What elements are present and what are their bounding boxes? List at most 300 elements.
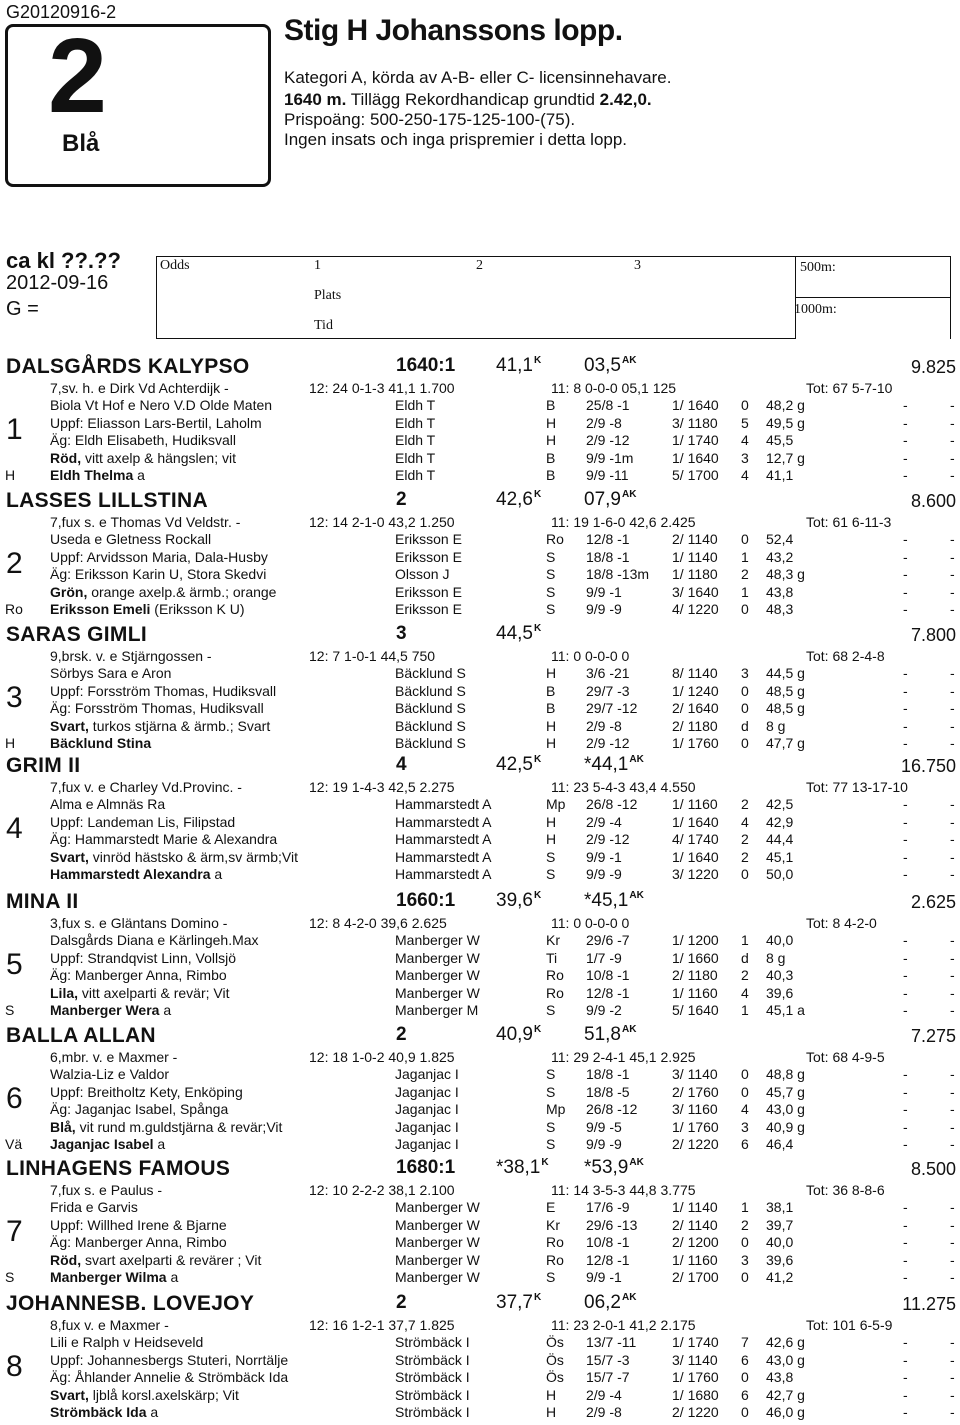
entry-text: Frida e Garvis <box>50 1199 138 1216</box>
placing: 6 <box>741 1136 749 1152</box>
record-ak-suffix: AK <box>621 1292 637 1303</box>
track: B <box>546 467 556 483</box>
track: Ös <box>546 1369 564 1386</box>
km-time: 45,5 <box>766 432 794 449</box>
earnings: 7.800 <box>910 625 956 645</box>
entry-line <box>50 549 268 565</box>
race-title: Stig H Johanssons lopp. <box>284 14 623 47</box>
km-time: 44,4 <box>766 831 794 848</box>
distance: 2/ 1200 <box>672 1234 719 1251</box>
entry-text: Äg: Eldh Elisabeth, Hudiksvall <box>50 432 236 449</box>
shoe-code: H <box>5 467 16 483</box>
odds-a: - <box>903 1199 908 1216</box>
stats-2012: 12: 8 4-2-0 39,6 2.625 <box>309 915 447 931</box>
shoe-code: H <box>5 735 16 751</box>
track: H <box>546 735 557 751</box>
track: Ro <box>546 1251 564 1268</box>
km-time: 12,7 g <box>766 449 805 466</box>
tid-label: Tid <box>314 318 333 333</box>
driver: Eldh T <box>395 467 436 483</box>
race-date-nr: 13/7 -11 <box>586 1334 637 1351</box>
race-date-nr: 3/6 -21 <box>586 665 630 682</box>
entry-line <box>50 432 236 448</box>
distance: 2/ 1760 <box>672 1083 719 1100</box>
track: S <box>546 848 556 865</box>
race-date-nr: 18/8 -1 <box>586 1066 630 1083</box>
driver: Eriksson E <box>395 601 462 617</box>
track: S <box>546 1118 556 1135</box>
odds-a: - <box>903 1334 908 1351</box>
entry-text: (Eriksson K U) <box>150 601 245 617</box>
entry-line <box>50 849 298 865</box>
odds-b: - <box>950 831 955 848</box>
entry-line <box>50 1352 288 1368</box>
distance: 2/ 1700 <box>672 1269 719 1285</box>
track: Ro <box>546 984 564 1001</box>
entry-emphasis: Bäcklund Stina <box>50 735 152 751</box>
record-k: $*38,1^K$ <box>496 1157 549 1178</box>
race-date-nr: 10/8 -1 <box>586 967 630 984</box>
entry-text: Äg: Manberger Anna, Rimbo <box>50 1234 227 1251</box>
km-time: 43,0 g <box>766 1101 805 1118</box>
driver: Bäcklund S <box>395 717 466 734</box>
odds-b: - <box>950 866 955 882</box>
stats-2011: 11: 14 3-5-3 44,8 3.775 <box>551 1182 696 1198</box>
driver: Eldh T <box>395 449 436 466</box>
stats-total: Tot: 36 8-8-6 <box>806 1182 885 1198</box>
stats-total: Tot: 61 6-11-3 <box>806 514 892 530</box>
distance: 1/ 1640 <box>672 813 719 830</box>
km-time: 48,3 <box>766 601 794 617</box>
start-number: 3 <box>6 681 23 715</box>
entry-text: turkos stjärna & ärmb.; Svart <box>88 717 271 734</box>
km-time: 48,5 g <box>766 700 805 717</box>
odds-a: - <box>903 583 908 600</box>
entry-text: Sörbys Sara e Aron <box>50 665 172 682</box>
race-date-nr: 9/9 -1 <box>586 1269 622 1285</box>
placing: 0 <box>741 1083 749 1100</box>
record-ak: $*45,1^{AK}$ <box>584 890 644 911</box>
odds-b: - <box>950 813 955 830</box>
start-method: 1660:1 <box>396 890 456 911</box>
entry-text: Äg: Åhlander Annelie & Strömbäck Ida <box>50 1369 289 1386</box>
track: B <box>546 700 556 717</box>
driver: Hammarstedt A <box>395 813 492 830</box>
entry-emphasis: Jaganjac Isabel <box>50 1136 154 1152</box>
km-time: 42,5 <box>766 796 794 813</box>
place-3-label: 3 <box>634 258 641 273</box>
record-ak: $03,5^{AK}$ <box>584 355 637 376</box>
km-time: 44,5 g <box>766 665 805 682</box>
driver: Jaganjac I <box>395 1101 459 1118</box>
entry-text: a <box>133 467 145 483</box>
track: S <box>546 866 556 882</box>
record-k-suffix: K <box>533 754 542 765</box>
entry-text: Uppf: Johannesbergs Stuteri, Norrtälje <box>50 1351 289 1368</box>
odds-b: - <box>950 1404 955 1420</box>
km-time: 41,2 <box>766 1269 794 1285</box>
race-date-nr: 18/8 -5 <box>586 1083 630 1100</box>
placing: 4 <box>741 1101 749 1118</box>
odds-b: - <box>950 1002 955 1018</box>
stats-2011: 11: 23 5-4-3 43,4 4.550 <box>551 779 696 795</box>
placing: 1 <box>741 1199 749 1216</box>
odds-b: - <box>950 796 955 813</box>
earnings: 11.275 <box>902 1294 956 1314</box>
entry-text: a <box>153 1136 166 1152</box>
distance: 1/ 1160 <box>672 796 718 813</box>
race-date-nr: 9/9 -11 <box>586 467 629 483</box>
record-k: $42,6^K$ <box>496 489 542 510</box>
odds-a: - <box>903 717 908 734</box>
km-time: 46,4 <box>766 1136 794 1152</box>
stats-total: Tot: 101 6-5-9 <box>806 1317 893 1333</box>
stats-2012: 12: 18 1-0-2 40,9 1.825 <box>309 1049 455 1065</box>
placing: 0 <box>741 1369 749 1386</box>
distance: 2/ 1140 <box>672 531 718 548</box>
entry-line <box>50 950 236 966</box>
odds-b: - <box>950 700 955 717</box>
odds-b: - <box>950 1386 955 1403</box>
stats-2011: 11: 19 1-6-0 42,6 2.425 <box>551 514 696 530</box>
entry-line <box>50 683 276 699</box>
start-number: 7 <box>6 1215 23 1249</box>
distance: 1/ 1740 <box>672 1334 719 1351</box>
driver: Eldh T <box>395 397 436 414</box>
track: H <box>546 1404 557 1420</box>
driver: Eriksson E <box>395 583 462 600</box>
placing: 3 <box>741 665 749 682</box>
placing: 0 <box>741 1234 749 1251</box>
entry-text: Uppf: Eliasson Lars-Bertil, Laholm <box>50 414 262 431</box>
condition-emphasis: 2.42,0. <box>599 90 652 109</box>
odds-b: - <box>950 1066 955 1083</box>
odds-a: - <box>903 467 908 483</box>
track: S <box>546 1269 556 1285</box>
start-number: 8 <box>6 1350 23 1384</box>
entry-line <box>50 718 270 734</box>
km-time: 38,1 <box>766 1199 794 1216</box>
entry-text: Äg: Forsström Thomas, Hudiksvall <box>50 700 264 717</box>
km-time: 43,8 <box>766 583 794 600</box>
horse-name: LASSES LILLSTINA <box>6 489 208 512</box>
race-date-nr: 17/6 -9 <box>586 1199 630 1216</box>
start-number: 5 <box>6 948 23 982</box>
placing: 1 <box>741 1002 749 1018</box>
odds-a: - <box>903 949 908 966</box>
odds-a: - <box>903 1386 908 1403</box>
distance: 1/ 1640 <box>672 449 719 466</box>
race-date-nr: 2/9 -12 <box>586 432 630 449</box>
entry-text: Uppf: Strandqvist Linn, Vollsjö <box>50 949 236 966</box>
placing: 0 <box>741 1404 749 1420</box>
odds-a: - <box>903 449 908 466</box>
entry-text: ljblå korsl.axelskärp; Vit <box>88 1386 239 1403</box>
track: Kr <box>546 932 560 949</box>
odds-b: - <box>950 717 955 734</box>
record-k-suffix: K <box>533 890 542 901</box>
entry-text: Äg: Manberger Anna, Rimbo <box>50 967 227 984</box>
start-method: 1640:1 <box>396 355 456 376</box>
start-number: 1 <box>6 413 23 447</box>
odds-a: - <box>903 984 908 1001</box>
odds-a: - <box>903 414 908 431</box>
stats-total: Tot: 68 4-9-5 <box>806 1049 885 1065</box>
km-time: 47,7 g <box>766 735 805 751</box>
placing: 1 <box>741 548 749 565</box>
start-method: 4 <box>396 754 407 775</box>
track: S <box>546 1066 556 1083</box>
race-date-nr: 9/9 -9 <box>586 866 622 882</box>
race-date-nr: 26/8 -12 <box>586 796 638 813</box>
entry-line <box>50 1404 158 1420</box>
odds-b: - <box>950 1118 955 1135</box>
race-date-nr: 2/9 -12 <box>586 735 630 751</box>
odds-b: - <box>950 1369 955 1386</box>
driver: Manberger W <box>395 967 480 984</box>
race-id: G20120916-2 <box>6 2 117 22</box>
condition-line <box>284 110 575 130</box>
horse-name: BALLA ALLAN <box>6 1024 156 1047</box>
track: S <box>546 583 556 600</box>
track: B <box>546 397 556 414</box>
track: S <box>546 1136 556 1152</box>
odds-a: - <box>903 682 908 699</box>
start-method: 2 <box>396 489 407 510</box>
entry-emphasis: Eriksson Emeli <box>50 601 151 617</box>
entry-line <box>50 1387 239 1403</box>
horse-name: JOHANNESB. LOVEJOY <box>6 1292 255 1315</box>
horse-name: GRIM II <box>6 754 81 777</box>
entry-emphasis: Röd, <box>50 1251 82 1268</box>
distance: 2/ 1180 <box>672 967 718 984</box>
placing: 3 <box>741 1118 749 1135</box>
record-ak-suffix: AK <box>629 1157 644 1168</box>
horse-name: MINA II <box>6 890 79 913</box>
record-k: $42,5^K$ <box>496 754 542 775</box>
distance: 1/ 1160 <box>672 984 718 1001</box>
race-date-nr: 2/9 -8 <box>586 717 622 734</box>
entry-emphasis: Grön, <box>50 583 88 600</box>
driver: Jaganjac I <box>395 1118 459 1135</box>
placing: 0 <box>741 1066 749 1083</box>
entry-text: Uppf: Arvidsson Maria, Dala-Husby <box>50 548 268 565</box>
km-time: 43,0 g <box>766 1351 805 1368</box>
odds-b: - <box>950 414 955 431</box>
odds-a: - <box>903 831 908 848</box>
odds-b: - <box>950 1199 955 1216</box>
driver: Manberger M <box>395 1002 479 1018</box>
km-time: 41,1 <box>766 467 794 483</box>
km-time: 39,7 <box>766 1216 794 1233</box>
start-number: 6 <box>6 1082 23 1116</box>
driver: Eriksson E <box>395 531 462 548</box>
stats-2012: 12: 19 1-4-3 42,5 2.275 <box>309 779 455 795</box>
km-time: 45,1 a <box>766 1002 805 1018</box>
driver: Eriksson E <box>395 548 462 565</box>
horse-info: 7,fux v. e Charley Vd.Provinc. - <box>50 779 242 795</box>
condition-line <box>284 68 671 88</box>
race-date-nr: 29/7 -3 <box>586 682 630 699</box>
record-k: $39,6^K$ <box>496 890 542 911</box>
placing: 1 <box>741 583 749 600</box>
record-k-suffix: K <box>533 355 542 366</box>
entry-line <box>50 531 211 547</box>
entry-text: Äg: Jaganjac Isabel, Spånga <box>50 1101 229 1118</box>
start-method: 2 <box>396 1024 407 1045</box>
horse-info: 8,fux v. e Maxmer - <box>50 1317 169 1333</box>
record-k-suffix: K <box>533 489 542 500</box>
distance: 1/ 1640 <box>672 397 719 414</box>
km-time: 50,0 <box>766 866 794 882</box>
odds-a: - <box>903 813 908 830</box>
driver: Strömbäck I <box>395 1404 470 1420</box>
record-k-suffix: K <box>533 623 542 634</box>
entry-emphasis: Manberger Wilma <box>50 1269 167 1285</box>
placing: d <box>741 949 749 966</box>
track: H <box>546 813 557 830</box>
km-time: 45,1 <box>766 848 794 865</box>
record-ak-suffix: AK <box>629 890 644 901</box>
km-time: 40,3 <box>766 967 794 984</box>
distance: 3/ 1640 <box>672 583 719 600</box>
odds-box <box>156 256 951 339</box>
odds-b: - <box>950 967 955 984</box>
km-time: 48,3 g <box>766 566 805 583</box>
entry-text: a <box>146 1404 159 1420</box>
entry-text: Dalsgårds Diana e Kärlingeh.Max <box>50 932 259 949</box>
race-date-nr: 15/7 -7 <box>586 1369 630 1386</box>
horse-info: 9,brsk. v. e Stjärngossen - <box>50 648 212 664</box>
km-time: 39,6 <box>766 1251 794 1268</box>
stats-2011: 11: 0 0-0-0 0 <box>551 648 630 664</box>
km-time: 43,8 <box>766 1369 794 1386</box>
entry-line <box>50 665 171 681</box>
distance: 2/ 1140 <box>672 1216 718 1233</box>
km-time: 42,9 <box>766 813 794 830</box>
km-time: 40,0 <box>766 932 794 949</box>
odds-b: - <box>950 984 955 1001</box>
race-date-nr: 9/9 -1 <box>586 848 622 865</box>
track: Kr <box>546 1216 560 1233</box>
driver: Eldh T <box>395 432 436 449</box>
driver: Manberger W <box>395 1269 480 1285</box>
placing: 1 <box>741 932 749 949</box>
placing: 7 <box>741 1334 749 1351</box>
race-date-nr: 18/8 -13m <box>586 566 650 583</box>
placing: 4 <box>741 813 749 830</box>
odds-a: - <box>903 932 908 949</box>
distance: 3/ 1140 <box>672 1066 718 1083</box>
odds-b: - <box>950 735 955 751</box>
odds-a: - <box>903 1351 908 1368</box>
race-date-nr: 9/9 -9 <box>586 601 622 617</box>
entry-text: Uppf: Willhed Irene & Bjarne <box>50 1216 227 1233</box>
earnings: 9.825 <box>910 357 956 377</box>
race-date-nr: 9/9 -1m <box>586 449 634 466</box>
distance: 2/ 1220 <box>672 1404 719 1420</box>
entry-line <box>50 1269 178 1285</box>
odds-a: - <box>903 566 908 583</box>
odds-b: - <box>950 1334 955 1351</box>
placing: 6 <box>741 1386 749 1403</box>
odds-b: - <box>950 531 955 548</box>
shoe-code: Vä <box>5 1136 23 1152</box>
race-date-nr: 12/8 -1 <box>586 1251 630 1268</box>
track: H <box>546 831 557 848</box>
record-k: $37,7^K$ <box>496 1292 542 1313</box>
driver: Olsson J <box>395 566 450 583</box>
driver: Strömbäck I <box>395 1351 470 1368</box>
driver: Jaganjac I <box>395 1083 459 1100</box>
odds-a: - <box>903 397 908 414</box>
odds-a: - <box>903 1404 908 1420</box>
entry-text: svart axelparti & revärer ; Vit <box>81 1251 262 1268</box>
track: H <box>546 1386 557 1403</box>
entry-line <box>50 814 235 830</box>
entry-line <box>50 735 151 751</box>
entry-line <box>50 1084 243 1100</box>
entry-text: Useda e Gletness Rockall <box>50 531 212 548</box>
distance: 3/ 1140 <box>672 1351 718 1368</box>
record-ak-suffix: AK <box>629 754 644 765</box>
entry-line <box>50 415 262 431</box>
stats-total: Tot: 68 2-4-8 <box>806 648 885 664</box>
placing: 2 <box>741 1216 749 1233</box>
odds-b: - <box>950 467 955 483</box>
entry-line <box>50 1369 288 1385</box>
distance: 3/ 1160 <box>672 1101 718 1118</box>
race-date-nr: 9/9 -5 <box>586 1118 622 1135</box>
entry-text: orange axelp.& ärmb.; orange <box>87 583 277 600</box>
horse-name: LINHAGENS FAMOUS <box>6 1157 231 1180</box>
odds-b: - <box>950 566 955 583</box>
record-k: $44,5^K$ <box>496 623 542 644</box>
record-k-suffix: K <box>533 1024 542 1035</box>
odds-a: - <box>903 432 908 449</box>
entry-line <box>50 467 145 483</box>
placing: 3 <box>741 449 749 466</box>
track: Ro <box>546 531 564 548</box>
entry-line <box>50 397 272 413</box>
km-time: 48,8 g <box>766 1066 805 1083</box>
entry-emphasis: Svart, <box>50 848 89 865</box>
stats-2012: 12: 16 1-2-1 37,7 1.825 <box>309 1317 455 1333</box>
track: S <box>546 548 556 565</box>
odds-a: - <box>903 1269 908 1285</box>
entry-text: a <box>166 1269 179 1285</box>
record-ak: $*44,1^{AK}$ <box>584 754 644 775</box>
driver: Manberger W <box>395 1234 480 1251</box>
distance: 1/ 1140 <box>672 1199 718 1216</box>
race-date-nr: 9/9 -1 <box>586 583 622 600</box>
race-date-nr: 2/9 -8 <box>586 414 622 431</box>
entry-line <box>50 584 276 600</box>
placing: 2 <box>741 566 749 583</box>
earnings: 16.750 <box>900 756 956 776</box>
earnings: 8.500 <box>910 1159 956 1179</box>
horse-info: 7,sv. h. e Dirk Vd Achterdijk - <box>50 380 229 396</box>
distance: 4/ 1220 <box>672 601 719 617</box>
driver: Manberger W <box>395 949 480 966</box>
odds-b: - <box>950 548 955 565</box>
entry-line <box>50 1234 227 1250</box>
place-1-label: 1 <box>314 258 321 273</box>
placing: 2 <box>741 848 749 865</box>
km-time: 40,0 <box>766 1234 794 1251</box>
placing: 0 <box>741 866 749 882</box>
split-1000-label: 1000m: <box>794 302 837 317</box>
